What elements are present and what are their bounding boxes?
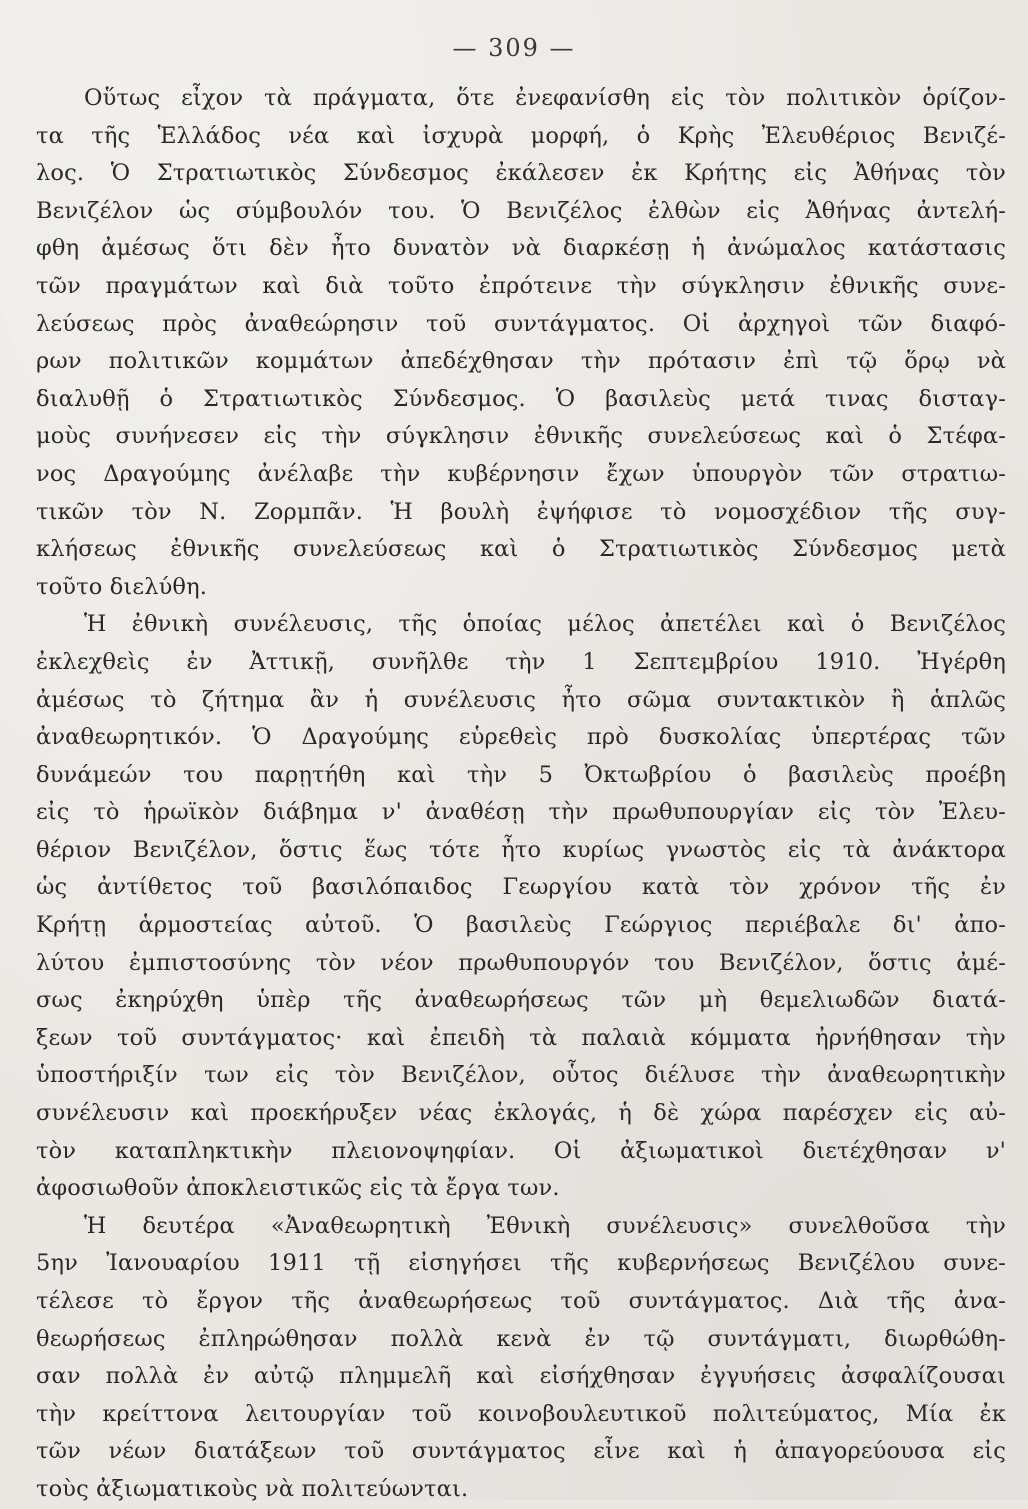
text-line: δυνάμεών του παρῃτήθη καὶ τὴν 5 Ὀκτωβρίου ὁ βασιλεὺς προέβη	[36, 761, 1006, 788]
text-line: τέλεσε τὸ ἔργον τῆς ἀναθεωρήσεως τοῦ συντάγματος. Διὰ τῆς ἀνα-	[36, 1288, 1006, 1314]
text-line: τα τῆς Ἑλλάδος νέα καὶ ἰσχυρὰ μορφή, ὁ Κρὴς Ἐλευθέριος Βενιζέ-	[36, 122, 1006, 149]
text-line: φθη ἀμέσως ὅτι δὲν ἦτο δυνατὸν νὰ διαρκέσῃ ἡ ἀνώμαλος κατάστασις	[36, 235, 1006, 262]
text-line: σαν πολλὰ ἐν αὐτῷ πλημμελῆ καὶ εἰσήχθησαν ἐγγυήσεις ἀσφαλίζουσαι	[36, 1363, 1006, 1390]
text-line: ἀφοσιωθοῦν ἀποκλειστικῶς εἰς τὰ ἔργα των.	[36, 1175, 560, 1202]
text-line: διαλυθῇ ὁ Στρατιωτικὸς Σύνδεσμος. Ὁ βασιλεὺς μετά τινας δισταγ-	[36, 385, 1006, 412]
text-line: θεωρήσεως ἐπληρώθησαν πολλὰ κενὰ ἐν τῷ συντάγματι, διωρθώθη-	[36, 1325, 1006, 1352]
text-line: ἀμέσως τὸ ζήτημα ἂν ἡ συνέλευσις ἦτο σῶμα συντακτικὸν ἢ ἁπλῶς	[36, 686, 1006, 713]
text-line: κλήσεως ἐθνικῆς συνελεύσεως καὶ ὁ Στρατιωτικὸς Σύνδεσμος μετὰ	[36, 536, 1006, 563]
text-line: τοὺς ἀξιωματικοὺς νὰ πολιτεύωνται.	[36, 1475, 469, 1502]
text-line: ἐκλεχθεὶς ἐν Ἀττικῇ, συνῆλθε τὴν 1 Σεπτεμβρίου 1910. Ἠγέρθη	[36, 648, 1006, 675]
text-line: τῶν νέων διατάξεων τοῦ συντάγματος εἶνε καὶ ἡ ἀπαγορεύουσα εἰς	[36, 1438, 1006, 1465]
text-line: τὴν κρείττονα λειτουργίαν τοῦ κοινοβουλευτικοῦ πολιτεύματος, Μία ἐκ	[36, 1400, 1006, 1427]
text-line: σως ἐκηρύχθη ὑπὲρ τῆς ἀναθεωρήσεως τῶν μὴ θεμελιωδῶν διατά-	[36, 987, 1006, 1014]
text-line: λεύσεως πρὸς ἀναθεώρησιν τοῦ συντάγματος. Οἱ ἀρχηγοὶ τῶν διαφό-	[36, 310, 1006, 337]
text-line: ὡς ἀντίθετος τοῦ βασιλόπαιδος Γεωργίου κατὰ τὸν χρόνον τῆς ἐν	[36, 874, 1006, 901]
text-line: ξεων τοῦ συντάγματος· καὶ ἐπειδὴ τὰ παλαιὰ κόμματα ἠρνήθησαν τὴν	[36, 1024, 1006, 1051]
text-line: τοῦτο διελύθη.	[36, 573, 208, 600]
text-line: ρων πολιτικῶν κομμάτων ἀπεδέχθησαν τὴν πρότασιν ἐπὶ τῷ ὅρῳ νὰ	[36, 348, 1006, 375]
text-line: 5ην Ἰανουαρίου 1911 τῇ εἰσηγήσει τῆς κυβερνήσεως Βενιζέλου συνε-	[36, 1250, 1006, 1277]
text-line: εἰς τὸ ἡρωϊκὸν διάβημα ν' ἀναθέσῃ τὴν πρωθυπουργίαν εἰς τὸν Ἐλευ-	[36, 799, 1006, 826]
text-line: Βενιζέλον ὡς σύμβουλόν του. Ὁ Βενιζέλος ἐλθὼν εἰς Ἀθήνας ἀντελή-	[36, 197, 1006, 224]
text-line: Ἡ δευτέρα «Ἀναθεωρητικὴ Ἐθνικὴ συνέλευσις» συνελθοῦσα τὴν	[84, 1212, 1006, 1239]
text-line: ὑποστήριξίν των εἰς τὸν Βενιζέλον, οὗτος διέλυσε τὴν ἀναθεωρητικὴν	[36, 1062, 1006, 1089]
text-line: Κρήτῃ ἁρμοστείας αὐτοῦ. Ὁ βασιλεὺς Γεώργιος περιέβαλε δι' ἀπο-	[36, 912, 1006, 939]
text-line: μοὺς συνήνεσεν εἰς τὴν σύγκλησιν ἐθνικῆς συνελεύσεως καὶ ὁ Στέφα-	[36, 423, 1006, 450]
page-number: — 309 —	[452, 34, 576, 62]
text-line: συνέλευσιν καὶ προεκήρυξεν νέας ἐκλογάς, ἡ δὲ χώρα παρέσχεν εἰς αὐ-	[36, 1100, 1006, 1127]
paragraph-1	[36, 80, 1006, 606]
text-line: λος. Ὁ Στρατιωτικὸς Σύνδεσμος ἐκάλεσεν ἐκ Κρήτης εἰς Ἀθήνας τὸν	[36, 160, 1006, 187]
text-line: τικῶν τὸν Ν. Ζορμπᾶν. Ἡ βουλὴ ἐψήφισε τὸ νομοσχέδιον τῆς συγ-	[36, 498, 1006, 525]
text-line: τὸν καταπληκτικὴν πλειονοψηφίαν. Οἱ ἀξιωματικοὶ διετέχθησαν ν'	[36, 1137, 1006, 1164]
text-line: νος Δραγούμης ἀνέλαβε τὴν κυβέρνησιν ἔχων ὑπουργὸν τῶν στρατιω-	[36, 460, 1006, 487]
text-line: ἀναθεωρητικόν. Ὁ Δραγούμης εὑρεθεὶς πρὸ δυσκολίας ὑπερτέρας τῶν	[36, 724, 1006, 751]
paragraph-2	[36, 606, 1006, 1208]
text-line: Ἡ ἐθνικὴ συνέλευσις, τῆς ὁποίας μέλος ἀπετέλει καὶ ὁ Βενιζέλος	[84, 611, 1006, 638]
text-line: Οὕτως εἶχον τὰ πράγματα, ὅτε ἐνεφανίσθη εἰς τὸν πολιτικὸν ὁρίζον-	[84, 85, 1006, 111]
paragraph-3	[36, 1208, 1006, 1509]
text-line: θέριον Βενιζέλον, ὅστις ἕως τότε ἦτο κυρίως γνωστὸς εἰς τὰ ἀνάκτορα	[36, 836, 1006, 863]
text-line: τῶν πραγμάτων καὶ διὰ τοῦτο ἐπρότεινε τὴν σύγκλησιν ἐθνικῆς συνε-	[36, 272, 1006, 299]
text-line: λύτου ἐμπιστοσύνης τὸν νέον πρωθυπουργόν του Βενιζέλον, ὅστις ἀμέ-	[36, 949, 1006, 976]
body-text	[36, 80, 1006, 1509]
